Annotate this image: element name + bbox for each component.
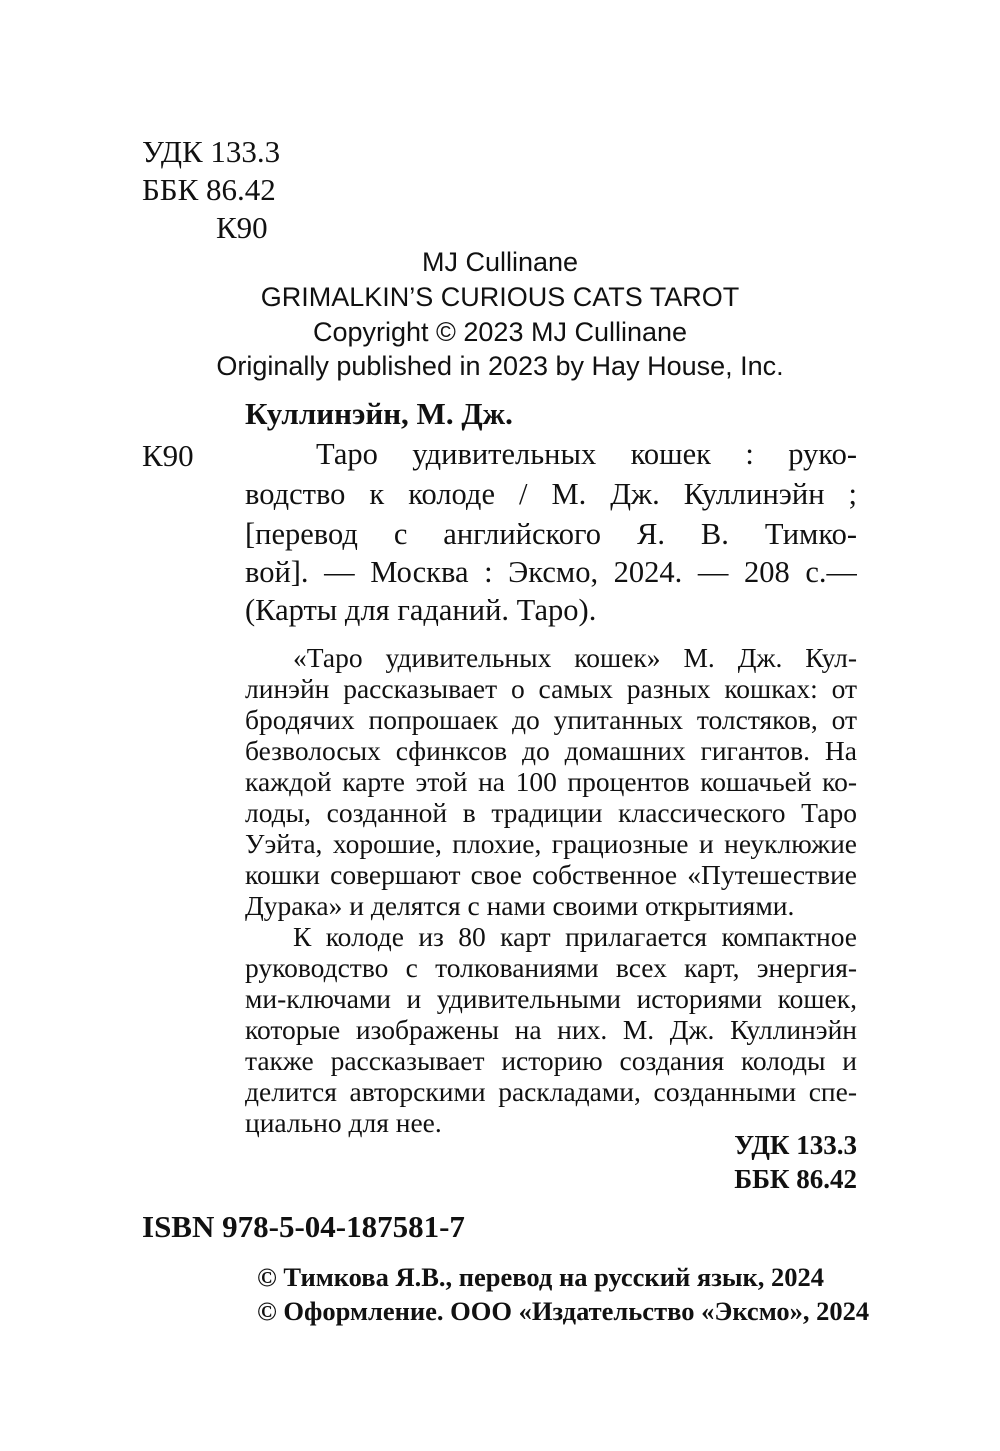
- abstract-line: каждой карте этой на 100 процентов кошачьей ко-: [245, 766, 857, 797]
- abstract-line: лоды, созданной в традиции классического Таро: [245, 797, 857, 828]
- copyright-design: © Оформление. ООО «Издательство «Эксмо», 2024: [257, 1296, 870, 1326]
- abstract-line: также рассказывает историю создания колоды и: [245, 1045, 857, 1076]
- abstract-line: Дурака» и делятся с нами своими открытиями.: [245, 890, 795, 921]
- abstract-line: которые изображены на них. М. Дж. Куллинэйн: [245, 1014, 857, 1045]
- abstract-line: ми-ключами и удивительными историями кошек,: [245, 983, 857, 1014]
- abstract-line: линэйн рассказывает о самых разных кошках: от: [245, 673, 857, 704]
- udk-top: УДК 133.3: [142, 134, 281, 169]
- english-title: GRIMALKIN’S CURIOUS CATS TAROT: [260, 282, 740, 312]
- bibliographic-line: водство к колоде / М. Дж. Куллинэйн ;: [245, 477, 857, 511]
- bibliographic-author-mark: К90: [142, 438, 194, 473]
- bibliographic-line: Таро удивительных кошек : руко-: [316, 437, 857, 471]
- abstract-line: безволосых сфинксов до домашних гигантов. На: [245, 735, 857, 766]
- bibliographic-line: вой]. — Москва : Эксмо, 2024. — 208 с.—: [245, 555, 857, 589]
- bibliographic-line: (Карты для гаданий. Таро).: [245, 593, 597, 627]
- english-originally-published: Originally published in 2023 by Hay House, Inc.: [216, 351, 784, 381]
- abstract-line: К колоде из 80 карт прилагается компактное: [293, 921, 857, 952]
- abstract-line: циально для нее.: [245, 1107, 442, 1138]
- author-mark-top: К90: [216, 210, 268, 245]
- udk-bottom: УДК 133.3: [734, 1130, 857, 1160]
- abstract-line: Уэйта, хорошие, плохие, грациозные и неуклюжие: [245, 828, 857, 859]
- abstract-line: делится авторскими раскладами, созданными спе-: [245, 1076, 857, 1107]
- abstract-line: бродячих попрошаек до упитанных толстяков, от: [245, 704, 857, 735]
- abstract-line: кошки совершают свое собственное «Путешествие: [245, 859, 857, 890]
- english-copyright: Copyright © 2023 MJ Cullinane: [312, 317, 688, 347]
- isbn: ISBN 978-5-04-187581-7: [142, 1209, 465, 1244]
- english-author: MJ Cullinane: [421, 247, 579, 277]
- bibliographic-line: [перевод с английского Я. В. Тимко-: [245, 517, 857, 551]
- copyright-translation: © Тимкова Я.В., перевод на русский язык, 2024: [257, 1262, 825, 1292]
- bbk-top: ББК 86.42: [142, 172, 276, 207]
- abstract-line: руководство с толкованиями всех карт, энергия-: [245, 952, 857, 983]
- bibliographic-heading: Куллинэйн, М. Дж.: [245, 396, 513, 431]
- bbk-bottom: ББК 86.42: [734, 1164, 857, 1194]
- abstract-line: «Таро удивительных кошек» М. Дж. Кул-: [293, 642, 857, 673]
